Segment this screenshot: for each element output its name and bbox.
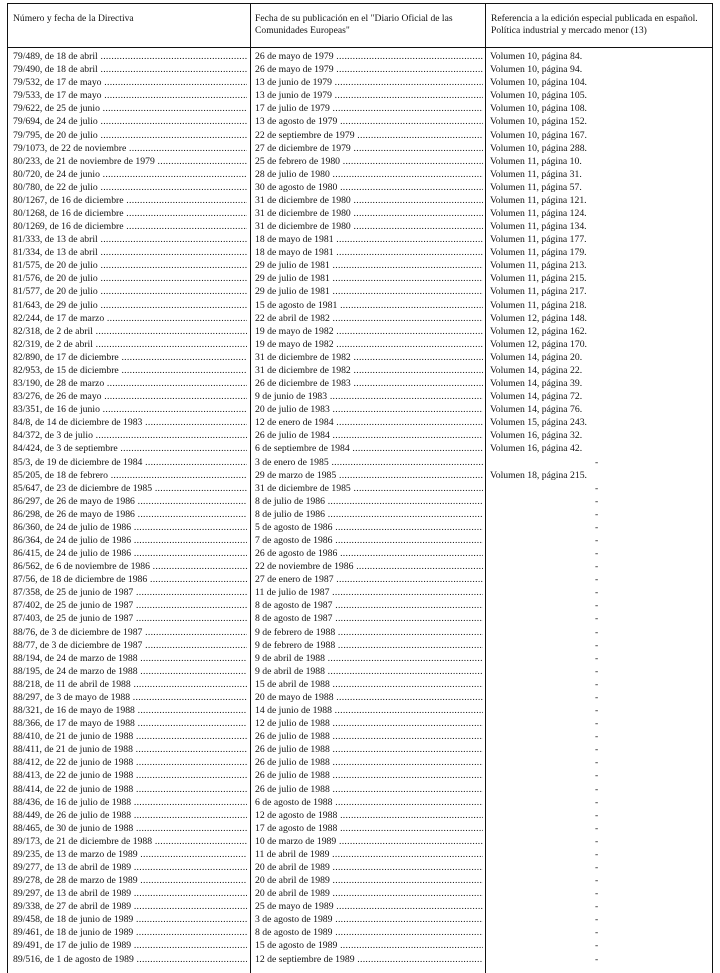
referencia-dash: - (595, 888, 599, 900)
publicacion-cell: 26 de mayo de 1979 ..... (255, 63, 483, 76)
directiva-cell: 79/532, de 17 de mayo ..... (13, 76, 247, 89)
referencia-dash: - (595, 822, 599, 834)
directiva-cell: 82/890, de 17 de diciembre ..... (13, 351, 247, 364)
directiva-cell: 89/458, de 18 de junio de 1989 ..... (13, 913, 247, 926)
table-row (7, 534, 713, 547)
publicacion-cell: 15 de agosto de 1981 ..... (255, 299, 483, 312)
directiva-cell: 86/360, de 24 de julio de 1986 ..... (13, 521, 247, 534)
referencia-cell: Volumen 14, página 72. (490, 391, 583, 403)
header-col-referencia: Referencia a la edición especial publicada en español. Política industrial y mercado menor (13) (491, 13, 698, 36)
referencia-cell: Volumen 11, página 215. (490, 273, 587, 285)
table-row (7, 822, 713, 835)
publicacion-cell: 9 de abril de 1988 ..... (255, 665, 483, 678)
directiva-cell: 79/489, de 18 de abril ..... (13, 50, 247, 63)
table-row (7, 403, 713, 416)
directiva-cell: 79/533, de 17 de mayo ..... (13, 89, 247, 102)
directiva-cell: 89/516, de 1 de agosto de 1989 ..... (13, 953, 247, 966)
referencia-dash: - (595, 600, 599, 612)
referencia-dash: - (595, 744, 599, 756)
publicacion-cell: 31 de diciembre de 1982 ..... (255, 364, 483, 377)
directiva-cell: 86/364, de 24 de julio de 1986 ..... (13, 534, 247, 547)
referencia-dash: - (595, 731, 599, 743)
directiva-cell: 79/490, de 18 de abril ..... (13, 63, 247, 76)
referencia-cell: Volumen 11, página 10. (490, 155, 582, 167)
publicacion-cell: 17 de julio de 1979 ..... (255, 102, 483, 115)
directiva-cell: 89/297, de 13 de abril de 1989 ..... (13, 887, 247, 900)
table-row (7, 665, 713, 678)
directiva-cell: 89/173, de 21 de diciembre de 1988 ..... (13, 835, 247, 848)
publicacion-cell: 25 de mayo de 1989 ..... (255, 900, 483, 913)
table-row (7, 442, 713, 455)
table-row (7, 259, 713, 272)
table-row (7, 338, 713, 351)
publicacion-cell: 31 de diciembre de 1985 ..... (255, 482, 483, 495)
publicacion-cell: 29 de julio de 1981 ..... (255, 285, 483, 298)
table-row (7, 639, 713, 652)
directiva-cell: 80/233, de 21 de noviembre de 1979 ..... (13, 155, 247, 168)
directiva-cell: 88/297, de 3 de mayo de 1988 ..... (13, 691, 247, 704)
table-row (7, 390, 713, 403)
referencia-cell: Volumen 14, página 20. (490, 351, 583, 363)
table-row (7, 913, 713, 926)
directiva-cell: 80/780, de 22 de julio ..... (13, 181, 247, 194)
publicacion-cell: 27 de diciembre de 1979 ..... (255, 142, 483, 155)
referencia-dash: - (595, 809, 599, 821)
referencia-cell: Volumen 16, página 32. (490, 430, 583, 442)
publicacion-cell: 22 de noviembre de 1986 ..... (255, 560, 483, 573)
table-row (7, 874, 713, 887)
referencia-dash: - (595, 561, 599, 573)
directiva-cell: 89/461, de 18 de junio de 1989 ..... (13, 926, 247, 939)
table-row (7, 181, 713, 194)
table-row (7, 155, 713, 168)
publicacion-cell: 15 de abril de 1988 ..... (255, 678, 483, 691)
table-row (7, 495, 713, 508)
table-row (7, 129, 713, 142)
publicacion-cell: 26 de diciembre de 1983 ..... (255, 377, 483, 390)
table-row (7, 953, 713, 966)
publicacion-cell: 9 de febrero de 1988 ..... (255, 639, 483, 652)
publicacion-cell: 22 de abril de 1982 ..... (255, 312, 483, 325)
directiva-cell: 88/436, de 16 de julio de 1988 ..... (13, 796, 247, 809)
table-row (7, 429, 713, 442)
referencia-dash: - (595, 835, 599, 847)
referencia-dash: - (595, 770, 599, 782)
publicacion-cell: 17 de agosto de 1988 ..... (255, 822, 483, 835)
directiva-cell: 88/413, de 22 de junio de 1988 ..... (13, 769, 247, 782)
publicacion-cell: 26 de julio de 1988 ..... (255, 756, 483, 769)
publicacion-cell: 31 de diciembre de 1980 ..... (255, 220, 483, 233)
referencia-dash: - (595, 639, 599, 651)
table-row (7, 272, 713, 285)
publicacion-cell: 26 de mayo de 1979 ..... (255, 50, 483, 63)
referencia-dash: - (595, 848, 599, 860)
referencia-cell: Volumen 12, página 170. (490, 338, 587, 350)
publicacion-cell: 31 de diciembre de 1982 ..... (255, 351, 483, 364)
directiva-cell: 82/319, de 2 de abril ..... (13, 338, 247, 351)
publicacion-cell: 9 de abril de 1988 ..... (255, 652, 483, 665)
directiva-cell: 82/953, de 15 de diciembre ..... (13, 364, 247, 377)
table-row (7, 351, 713, 364)
publicacion-cell: 19 de mayo de 1982 ..... (255, 325, 483, 338)
directiva-cell: 80/1268, de 16 de diciembre ..... (13, 207, 247, 220)
publicacion-cell: 7 de agosto de 1986 ..... (255, 534, 483, 547)
directiva-cell: 84/8, de 14 de diciembre de 1983 ..... (13, 416, 247, 429)
referencia-cell: Volumen 12, página 162. (490, 325, 587, 337)
table-row (7, 756, 713, 769)
directiva-cell: 89/491, de 17 de julio de 1989 ..... (13, 939, 247, 952)
directiva-cell: 80/720, de 24 de junio ..... (13, 168, 247, 181)
referencia-dash: - (595, 482, 599, 494)
table-row (7, 50, 713, 63)
referencia-dash: - (595, 508, 599, 520)
publicacion-cell: 14 de junio de 1988 ..... (255, 704, 483, 717)
publicacion-cell: 20 de abril de 1989 ..... (255, 861, 483, 874)
directiva-cell: 88/449, de 26 de julio de 1988 ..... (13, 809, 247, 822)
publicacion-cell: 13 de junio de 1979 ..... (255, 76, 483, 89)
directiva-cell: 89/278, de 28 de marzo de 1989 ..... (13, 874, 247, 887)
referencia-dash: - (595, 927, 599, 939)
directiva-cell: 79/795, de 20 de julio ..... (13, 129, 247, 142)
referencia-cell: Volumen 14, página 76. (490, 404, 583, 416)
table-row (7, 586, 713, 599)
directiva-cell: 81/333, de 13 de abril ..... (13, 233, 247, 246)
directiva-cell: 83/276, de 26 de mayo ..... (13, 390, 247, 403)
table-row (7, 612, 713, 625)
directiva-cell: 80/1267, de 16 de diciembre ..... (13, 194, 247, 207)
table-row (7, 691, 713, 704)
table-row (7, 626, 713, 639)
referencia-dash: - (595, 940, 599, 952)
directiva-cell: 87/403, de 25 de junio de 1987 ..... (13, 612, 247, 625)
referencia-cell: Volumen 11, página 124. (490, 208, 587, 219)
referencia-cell: Volumen 16, página 42. (490, 443, 583, 455)
referencia-cell: Volumen 10, página 105. (490, 90, 587, 102)
referencia-cell: Volumen 11, página 217. (490, 286, 587, 298)
table-row (7, 678, 713, 691)
directiva-cell: 88/218, de 11 de abril de 1988 ..... (13, 678, 247, 691)
directiva-cell: 81/577, de 20 de julio ..... (13, 285, 247, 298)
table-row (7, 325, 713, 338)
referencia-dash: - (595, 587, 599, 599)
table-row (7, 207, 713, 220)
table-row (7, 508, 713, 521)
directiva-cell: 88/195, de 24 de marzo de 1988 ..... (13, 665, 247, 678)
table-row (7, 469, 713, 482)
referencia-cell: Volumen 14, página 39. (490, 378, 583, 389)
referencia-cell: Volumen 11, página 179. (490, 247, 587, 259)
referencia-cell: Volumen 10, página 288. (490, 142, 587, 154)
table-row (7, 848, 713, 861)
referencia-cell: Volumen 10, página 84. (490, 51, 583, 62)
directiva-cell: 88/414, de 22 de junio de 1988 ..... (13, 783, 247, 796)
directiva-cell: 85/647, de 23 de diciembre de 1985 ..... (13, 482, 247, 495)
referencia-dash: - (595, 705, 599, 716)
table-row (7, 168, 713, 181)
publicacion-cell: 6 de septiembre de 1984 ..... (255, 442, 483, 455)
table-top-rule (7, 3, 713, 4)
publicacion-cell: 3 de enero de 1985 ..... (255, 456, 483, 469)
directiva-cell: 79/694, de 24 de julio ..... (13, 115, 247, 128)
directiva-cell: 89/277, de 13 de abril de 1989 ..... (13, 861, 247, 874)
referencia-dash: - (595, 901, 599, 913)
table-row (7, 246, 713, 259)
table-row (7, 573, 713, 586)
publicacion-cell: 30 de agosto de 1980 ..... (255, 181, 483, 194)
referencia-dash: - (595, 875, 599, 886)
referencia-cell: Volumen 10, página 104. (490, 77, 587, 89)
table-row (7, 560, 713, 573)
publicacion-cell: 8 de julio de 1986 ..... (255, 508, 483, 521)
table-row (7, 743, 713, 756)
publicacion-cell: 27 de enero de 1987 ..... (255, 573, 483, 586)
referencia-cell: Volumen 10, página 108. (490, 103, 587, 115)
table-row (7, 482, 713, 495)
directiva-cell: 88/411, de 21 de junio de 1988 ..... (13, 743, 247, 756)
referencia-dash: - (595, 626, 599, 638)
table-row (7, 835, 713, 848)
referencia-dash: - (595, 665, 599, 677)
publicacion-cell: 8 de julio de 1986 ..... (255, 495, 483, 508)
publicacion-cell: 13 de junio de 1979 ..... (255, 89, 483, 102)
directiva-cell: 88/412, de 22 de junio de 1988 ..... (13, 756, 247, 769)
table-row (7, 796, 713, 809)
table-row (7, 312, 713, 325)
table-row (7, 63, 713, 76)
referencia-dash: - (595, 718, 599, 730)
referencia-dash: - (595, 495, 599, 507)
table-row (7, 377, 713, 390)
directiva-cell: 80/1269, de 16 de diciembre ..... (13, 220, 247, 233)
table-row (7, 220, 713, 233)
referencia-cell: Volumen 10, página 167. (490, 129, 587, 141)
referencia-dash: - (595, 678, 599, 690)
publicacion-cell: 31 de diciembre de 1980 ..... (255, 194, 483, 207)
directiva-cell: 86/298, de 26 de mayo de 1986 ..... (13, 508, 247, 521)
directiva-cell: 88/366, de 17 de mayo de 1988 ..... (13, 717, 247, 730)
table-row (7, 76, 713, 89)
header-bottom-rule (7, 47, 713, 48)
directiva-cell: 81/576, de 20 de julio ..... (13, 272, 247, 285)
publicacion-cell: 20 de mayo de 1988 ..... (255, 691, 483, 704)
table-row (7, 233, 713, 246)
table-row (7, 285, 713, 298)
directiva-cell: 89/235, de 13 de marzo de 1989 ..... (13, 848, 247, 861)
directiva-cell: 81/643, de 29 de julio ..... (13, 299, 247, 312)
publicacion-cell: 11 de abril de 1989 ..... (255, 848, 483, 861)
table-row (7, 730, 713, 743)
directiva-cell: 87/56, de 18 de diciembre de 1986 ..... (13, 573, 247, 586)
directiva-cell: 81/334, de 13 de abril ..... (13, 246, 247, 259)
directiva-cell: 79/1073, de 22 de noviembre ..... (13, 142, 247, 155)
directiva-cell: 79/622, de 25 de junio ..... (13, 102, 247, 115)
table-row (7, 521, 713, 534)
table-row (7, 456, 713, 469)
table-row (7, 769, 713, 782)
publicacion-cell: 18 de mayo de 1981 ..... (255, 233, 483, 246)
table-row (7, 142, 713, 155)
directiva-cell: 83/190, de 28 de marzo ..... (13, 377, 247, 390)
table-row (7, 102, 713, 115)
referencia-dash: - (595, 456, 599, 468)
publicacion-cell: 11 de julio de 1987 ..... (255, 586, 483, 599)
publicacion-cell: 12 de enero de 1984 ..... (255, 416, 483, 429)
referencia-cell: Volumen 11, página 57. (490, 181, 582, 193)
referencia-cell: Volumen 15, página 243. (490, 417, 587, 429)
table-row (7, 547, 713, 560)
publicacion-cell: 29 de julio de 1981 ..... (255, 259, 483, 272)
referencia-dash: - (595, 613, 599, 625)
directiva-cell: 87/358, de 25 de junio de 1987 ..... (13, 586, 247, 599)
table-row (7, 115, 713, 128)
table-row (7, 861, 713, 874)
table-row (7, 717, 713, 730)
publicacion-cell: 9 de febrero de 1988 ..... (255, 626, 483, 639)
referencia-dash: - (595, 783, 599, 795)
publicacion-cell: 26 de julio de 1988 ..... (255, 783, 483, 796)
referencia-cell: Volumen 11, página 218. (490, 299, 587, 311)
publicacion-cell: 9 de junio de 1983 ..... (255, 390, 483, 403)
directiva-cell: 82/244, de 17 de marzo ..... (13, 312, 247, 325)
referencia-cell: Volumen 14, página 22. (490, 364, 583, 376)
publicacion-cell: 3 de agosto de 1989 ..... (255, 913, 483, 926)
directiva-cell: 88/321, de 16 de mayo de 1988 ..... (13, 704, 247, 717)
referencia-cell: Volumen 11, página 213. (490, 260, 587, 272)
publicacion-cell: 28 de julio de 1980 ..... (255, 168, 483, 181)
publicacion-cell: 8 de agosto de 1987 ..... (255, 599, 483, 612)
directiva-cell: 86/562, de 6 de noviembre de 1986 ..... (13, 560, 247, 573)
publicacion-cell: 26 de agosto de 1986 ..... (255, 547, 483, 560)
publicacion-cell: 12 de agosto de 1988 ..... (255, 809, 483, 822)
table-row (7, 194, 713, 207)
referencia-dash: - (595, 521, 599, 533)
referencia-dash: - (595, 796, 599, 808)
directiva-cell: 81/575, de 20 de julio ..... (13, 259, 247, 272)
publicacion-cell: 5 de agosto de 1986 ..... (255, 521, 483, 534)
publicacion-cell: 8 de agosto de 1987 ..... (255, 612, 483, 625)
referencia-dash: - (595, 953, 599, 965)
table-row (7, 89, 713, 102)
publicacion-cell: 20 de julio de 1983 ..... (255, 403, 483, 416)
directiva-cell: 85/3, de 19 de diciembre de 1984 ..... (13, 456, 247, 469)
table-row (7, 599, 713, 612)
publicacion-cell: 20 de abril de 1989 ..... (255, 874, 483, 887)
publicacion-cell: 26 de julio de 1988 ..... (255, 743, 483, 756)
directiva-cell: 86/297, de 26 de mayo de 1986 ..... (13, 495, 247, 508)
directiva-cell: 88/194, de 24 de marzo de 1988 ..... (13, 652, 247, 665)
table-row (7, 809, 713, 822)
publicacion-cell: 19 de mayo de 1982 ..... (255, 338, 483, 351)
publicacion-cell: 8 de agosto de 1989 ..... (255, 926, 483, 939)
referencia-dash: - (595, 691, 599, 703)
table-row (7, 783, 713, 796)
referencia-cell: Volumen 11, página 121. (490, 194, 587, 206)
publicacion-cell: 22 de septiembre de 1979 ..... (255, 129, 483, 142)
referencia-cell: Volumen 11, página 134. (490, 221, 587, 232)
publicacion-cell: 29 de marzo de 1985 ..... (255, 469, 483, 482)
publicacion-cell: 18 de mayo de 1981 ..... (255, 246, 483, 259)
publicacion-cell: 31 de diciembre de 1980 ..... (255, 207, 483, 220)
table-row (7, 364, 713, 377)
publicacion-cell: 29 de julio de 1981 ..... (255, 272, 483, 285)
referencia-dash: - (595, 574, 599, 586)
referencia-dash: - (595, 548, 599, 559)
publicacion-cell: 13 de agosto de 1979 ..... (255, 115, 483, 128)
publicacion-cell: 12 de julio de 1988 ..... (255, 717, 483, 730)
directiva-cell: 84/372, de 3 de julio ..... (13, 429, 247, 442)
header-col-directiva: Número y fecha de la Directiva (13, 13, 134, 24)
directiva-cell: 83/351, de 16 de junio ..... (13, 403, 247, 416)
directiva-cell: 85/205, de 18 de febrero ..... (13, 469, 247, 482)
referencia-dash: - (595, 862, 599, 873)
publicacion-cell: 20 de abril de 1989 ..... (255, 887, 483, 900)
publicacion-cell: 26 de julio de 1988 ..... (255, 730, 483, 743)
directiva-cell: 82/318, de 2 de abril ..... (13, 325, 247, 338)
table-row (7, 652, 713, 665)
directiva-cell: 86/415, de 24 de julio de 1986 ..... (13, 547, 247, 560)
referencia-dash: - (595, 535, 599, 546)
referencia-cell: Volumen 18, página 215. (490, 469, 587, 481)
referencia-dash: - (595, 914, 599, 926)
header-col-publicacion: Fecha de su publicación en el "Diario Oficial de las Comunidades Europeas" (255, 13, 453, 36)
publicacion-cell: 6 de agosto de 1988 ..... (255, 796, 483, 809)
directiva-cell: 89/338, de 27 de abril de 1989 ..... (13, 900, 247, 913)
table-row (7, 299, 713, 312)
referencia-cell: Volumen 11, página 31. (490, 168, 582, 180)
referencia-cell: Volumen 10, página 94. (490, 64, 583, 76)
publicacion-cell: 12 de septiembre de 1989 ..... (255, 953, 483, 966)
directiva-cell: 88/76, de 3 de diciembre de 1987 ..... (13, 626, 247, 639)
publicacion-cell: 26 de julio de 1988 ..... (255, 769, 483, 782)
table-row (7, 416, 713, 429)
directiva-cell: 88/77, de 3 de diciembre de 1987 ..... (13, 639, 247, 652)
table-row (7, 926, 713, 939)
directiva-cell: 88/465, de 30 de junio de 1988 ..... (13, 822, 247, 835)
publicacion-cell: 15 de agosto de 1989 ..... (255, 939, 483, 952)
referencia-cell: Volumen 10, página 152. (490, 116, 587, 128)
referencia-dash: - (595, 652, 599, 664)
table-row (7, 887, 713, 900)
directiva-cell: 87/402, de 25 de junio de 1987 ..... (13, 599, 247, 612)
directiva-cell: 84/424, de 3 de septiembre ..... (13, 442, 247, 455)
table-row (7, 939, 713, 952)
referencia-dash: - (595, 757, 599, 769)
referencia-cell: Volumen 11, página 177. (490, 234, 587, 246)
publicacion-cell: 25 de febrero de 1980 ..... (255, 155, 483, 168)
table-row (7, 900, 713, 913)
publicacion-cell: 26 de julio de 1984 ..... (255, 429, 483, 442)
table-row (7, 704, 713, 717)
directiva-cell: 88/410, de 21 de junio de 1988 ..... (13, 730, 247, 743)
referencia-cell: Volumen 12, página 148. (490, 312, 587, 324)
publicacion-cell: 10 de marzo de 1989 ..... (255, 835, 483, 848)
